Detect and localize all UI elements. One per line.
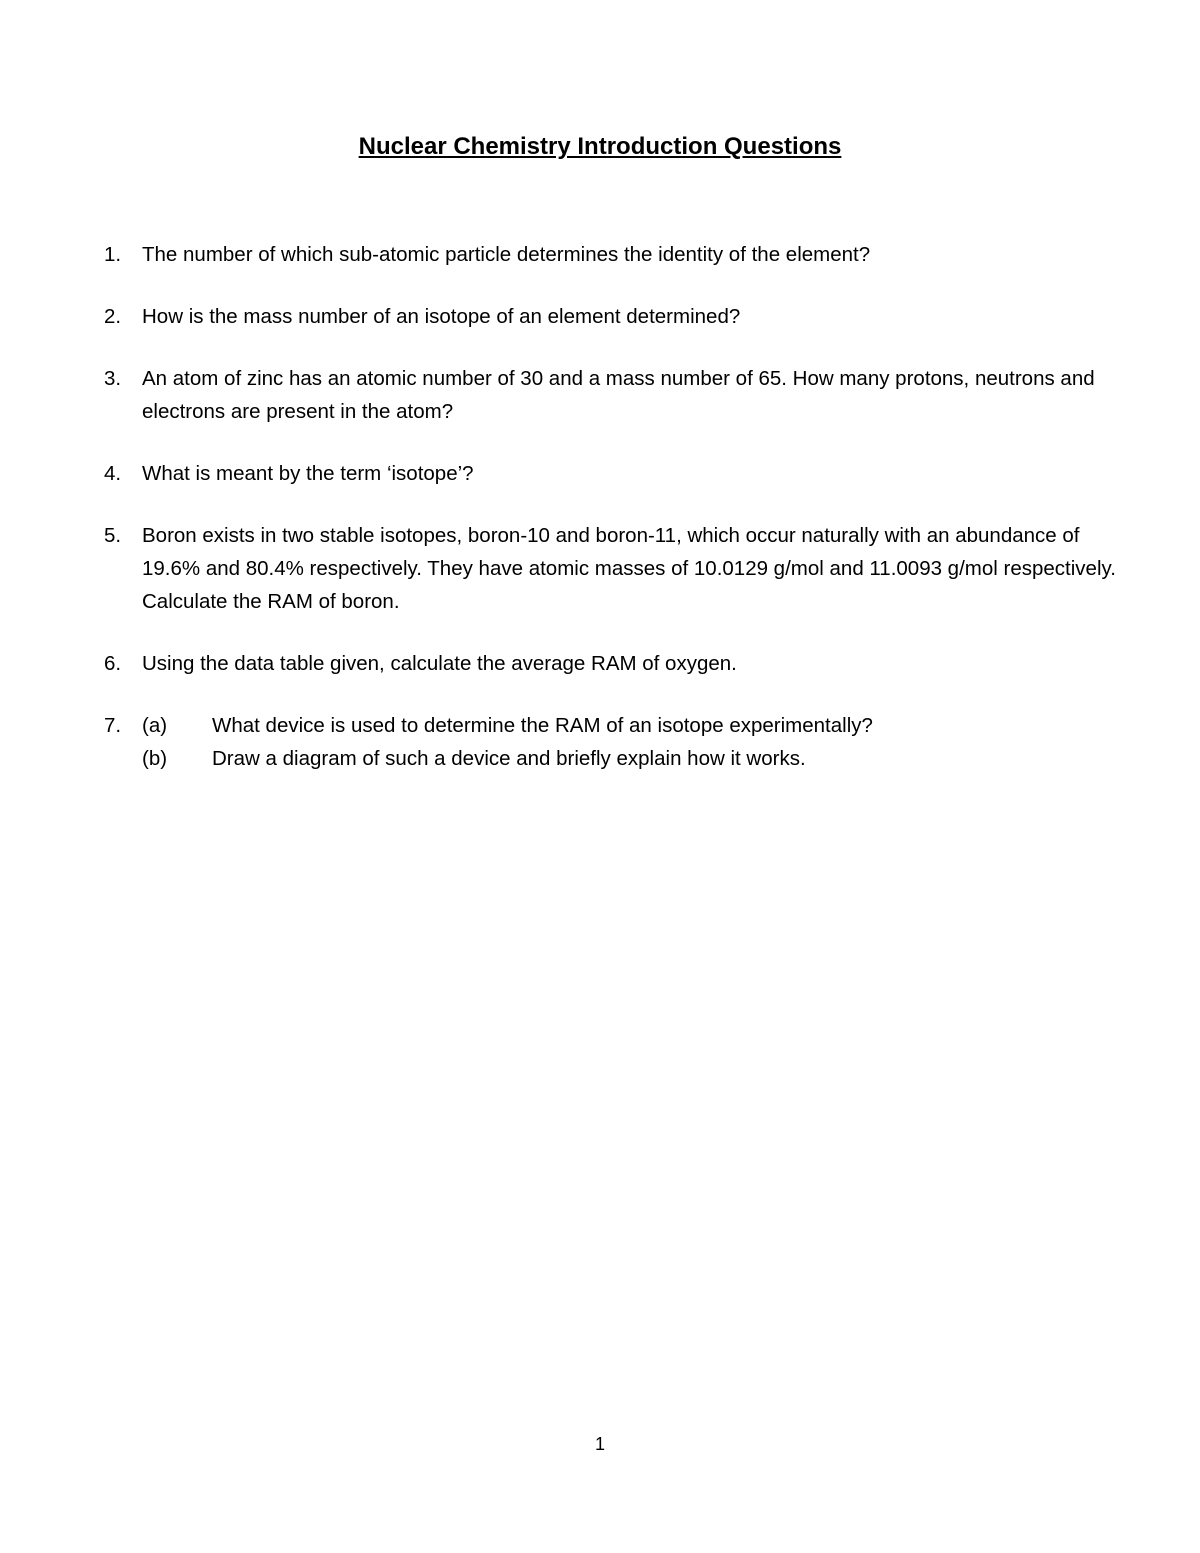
document-title: Nuclear Chemistry Introduction Questions (358, 133, 842, 160)
question-text: An atom of zinc has an atomic number of 30 and a mass number of 65. How many protons, neutrons and electrons are present in the atom? (142, 367, 1095, 423)
question-number: 1. (104, 243, 122, 266)
question-text: What is meant by the term ‘isotope’? (142, 462, 474, 485)
question-number: 5. (104, 524, 122, 547)
page-number: 1 (594, 1434, 605, 1454)
question-number: 2. (104, 305, 122, 328)
question-part (142, 709, 1124, 742)
question-item (104, 519, 1124, 618)
part-label: (a) (142, 714, 168, 737)
question-text: How is the mass number of an isotope of an element determined? (142, 305, 741, 328)
question-item (104, 457, 1124, 490)
question-item (104, 647, 1124, 680)
question-text: The number of which sub-atomic particle determines the identity of the element? (142, 243, 871, 266)
question-part (142, 742, 1124, 775)
question-parts (142, 709, 1124, 775)
part-text: What device is used to determine the RAM of an isotope experimentally? (212, 714, 873, 737)
part-text: Draw a diagram of such a device and briefly explain how it works. (212, 747, 806, 770)
question-item (104, 238, 1124, 271)
question-text: Boron exists in two stable isotopes, boron-10 and boron-11, which occur naturally with an abundance of 19.6% and 80.4% respectively. They have atomic masses of 10.0129 g/mol and 11.0093 g/mol respectively. Calculate the RAM of boron. (142, 524, 1116, 613)
question-number: 6. (104, 652, 122, 675)
part-label: (b) (142, 747, 168, 770)
question-list (104, 238, 1124, 804)
question-number: 7. (104, 714, 122, 737)
question-item (104, 300, 1124, 333)
question-number: 4. (104, 462, 122, 485)
question-item (104, 362, 1124, 428)
question-text: Using the data table given, calculate the average RAM of oxygen. (142, 652, 737, 675)
question-item (104, 709, 1124, 775)
question-number: 3. (104, 367, 122, 390)
